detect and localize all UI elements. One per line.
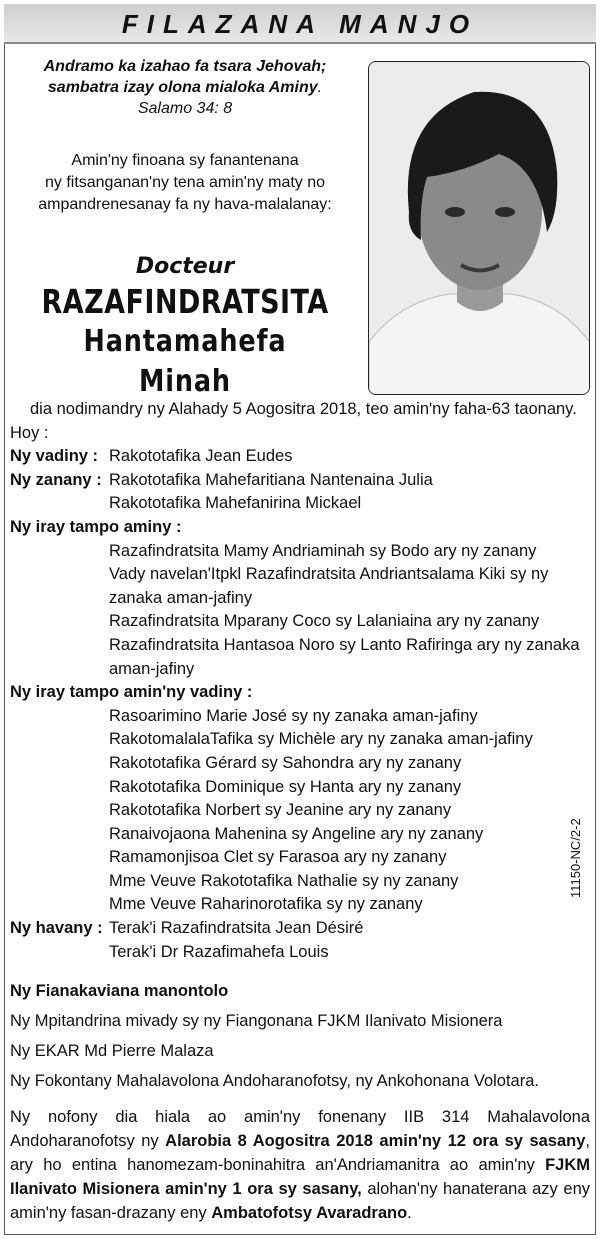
in-law-name: Ramamonjisoa Clet sy Farasoa ary ny zanany	[109, 848, 447, 867]
funeral-text-2: , ary ho entina hanomezam-boninahitra an'Andriamanitra ao amin'ny	[10, 1132, 591, 1174]
notice-body	[10, 398, 590, 964]
portrait-illustration	[369, 62, 590, 395]
in-law-name: Rakototafika Dominique sy Hanta ary ny zanany	[109, 777, 462, 796]
deceased-title: Docteur	[135, 254, 235, 279]
sibling-name: Razafindratsita Hantasoa Noro sy Lanto Rafiringa ary ny zanaka aman-jafiny	[109, 635, 580, 678]
spouse-label: Ny vadiny :	[10, 447, 99, 466]
children-row	[10, 469, 590, 493]
in-law-name: Rasoarimino Marie José sy ny zanaka aman-jafiny	[109, 706, 478, 725]
notice-code: 11150-NC/2-2	[568, 818, 583, 898]
verse-line-2-end: .	[317, 79, 323, 96]
sibling-name: Razafindratsita Mparany Coco sy Lalaniaina ary ny zanany	[109, 612, 540, 631]
in-law-name: Rakototafika Gérard sy Sahondra ary ny zanany	[109, 753, 462, 772]
deceased-surname: RAZAFINDRATSITA	[41, 282, 329, 321]
sibling-name: Vady navelan'Itpkl Razafindratsita Andriantsalama Kiki sy ny zanaka aman-jafiny	[109, 565, 549, 607]
relatives-label: Ny havany :	[10, 919, 103, 938]
funeral-text-1: Ny nofony dia hiala ao amin'ny fonenany IIB 314 Mahalavolona Andoharanofotsy ny	[10, 1108, 590, 1150]
in-law-name: Mme Veuve Rakototafika Nathalie sy ny zanany	[109, 871, 459, 890]
funeral-church: FJKM Ilanivato Misionera amin'ny 1 ora sy sasany,	[10, 1156, 590, 1198]
relative-name: Terak'i Razafindratsita Jean Désiré	[109, 919, 364, 938]
verse-line-2: sambatra izay olona mialoka Aminy	[47, 79, 318, 96]
bible-verse	[10, 56, 360, 119]
intro-text	[10, 150, 360, 216]
organization-line: Ny Fokontany Mahalavolona Andoharanofotsy, ny Ankohonana Volotara.	[10, 1072, 539, 1090]
hoy-label: Hoy :	[10, 423, 49, 442]
burial-place: Ambatofotsy Avaradrano	[211, 1204, 408, 1222]
verse-reference: Salamo 34: 8	[137, 100, 233, 117]
relatives-row	[10, 917, 590, 941]
in-law-name: Mme Veuve Raharinorotafika sy ny zanany	[109, 895, 423, 914]
child-name: Rakototafika Mahefanirina Mickael	[109, 494, 362, 513]
intro-line-3: ampandrenesanay fa ny hava-malalanay:	[38, 196, 332, 213]
portrait-photo	[368, 61, 590, 395]
funeral-text-4: .	[407, 1204, 412, 1222]
organization-line: Ny EKAR Md Pierre Malaza	[10, 1042, 214, 1060]
deceased-name-block	[10, 252, 360, 402]
sibling-name: Razafindratsita Mamy Andriaminah sy Bodo ary ny zanany	[109, 541, 537, 560]
in-laws-label: Ny iray tampo amin'ny vadiny :	[10, 683, 253, 702]
notice-header	[4, 4, 596, 44]
in-law-name: Rakototafika Norbert sy Jeanine ary ny zanany	[109, 801, 452, 820]
verse-line-1: Andramo ka izahao fa tsara Jehovah;	[43, 58, 327, 75]
in-law-name: Ranaivojaona Mahenina sy Angeline ary ny zanany	[109, 824, 484, 843]
siblings-label: Ny iray tampo aminy :	[10, 517, 182, 536]
spouse-row	[10, 445, 590, 469]
deceased-given-name: Hantamahefa Minah	[83, 324, 287, 399]
relative-name: Terak'i Dr Razafimahefa Louis	[109, 942, 329, 961]
whole-family: Ny Fianakaviana manontolo	[10, 982, 229, 1000]
notice-title: FILAZANA MANJO	[121, 9, 479, 39]
organization-line: Ny Mpitandrina mivady sy ny Fiangonana FJKM Ilanivato Misionera	[10, 1012, 503, 1030]
in-law-name: RakotomalalaTafika sy Michèle ary ny zanaka aman-jafiny	[109, 730, 533, 749]
children-label: Ny zanany :	[10, 470, 102, 489]
funeral-text-3: alohan'ny hanaterana azy eny amin'ny fasan-drazany eny	[10, 1180, 590, 1222]
child-name: Rakototafika Mahefaritiana Nantenaina Julia	[109, 470, 433, 489]
spouse-name: Rakototafika Jean Eudes	[109, 447, 293, 466]
death-announcement: dia nodimandry ny Alahady 5 Aogositra 2018, teo amin'ny faha-63 taonany.	[30, 400, 577, 418]
funeral-date: Alarobia 8 Aogositra 2018 amin'ny 12 ora sy sasany	[165, 1132, 586, 1150]
intro-line-2: ny fitsanganan'ny tena amin'ny maty no	[44, 174, 326, 191]
funeral-details	[10, 1105, 590, 1225]
intro-line-1: Amin'ny finoana sy fanantenana	[71, 152, 299, 169]
family-organizations	[10, 976, 590, 1096]
